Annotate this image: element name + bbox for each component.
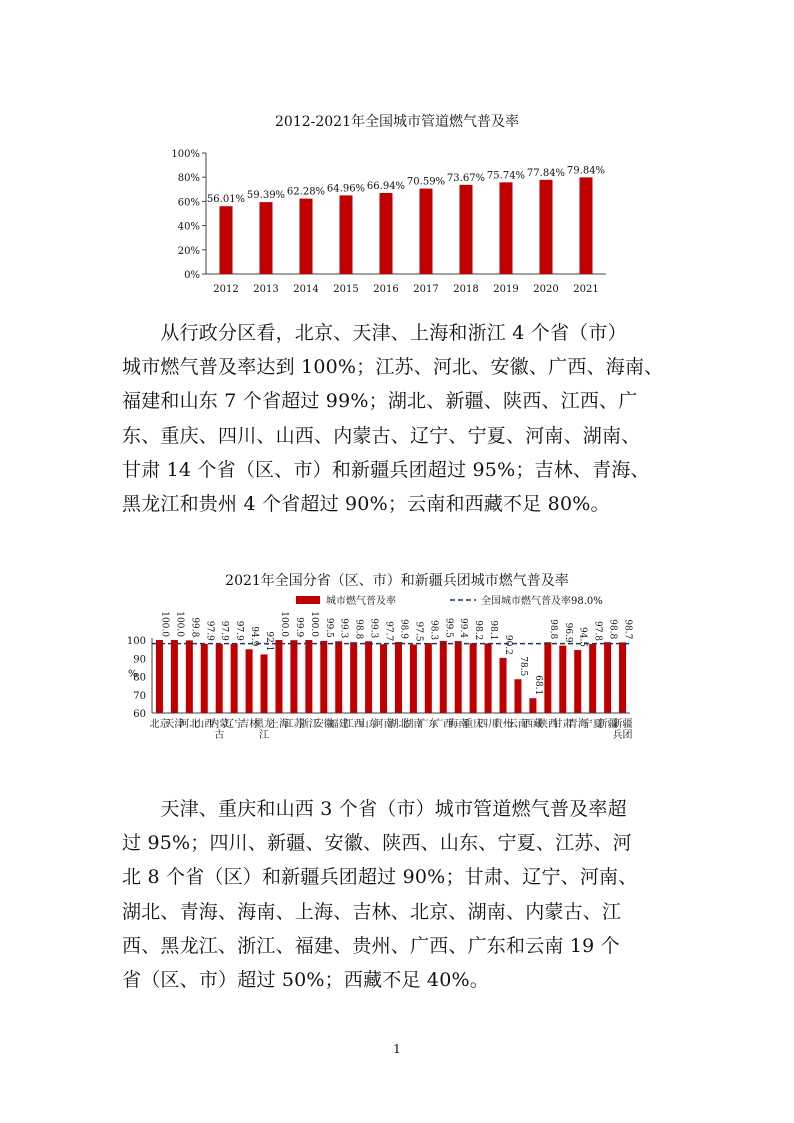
legend-line-label: 全国城市燃气普及率98.0% [481, 596, 603, 607]
data-label: 99.3 [368, 618, 379, 639]
x-tick-label: 江苏 [283, 719, 304, 730]
x-tick-label: 重庆 [463, 719, 484, 730]
paragraph-line: 黑龙江和贵州 4 个省超过 90%；云南和西藏不足 80%。 [122, 493, 610, 516]
paragraph-line: 湖北、青海、海南、上海、吉林、北京、湖南、内蒙古、江 [122, 900, 622, 923]
x-tick-label: 2020 [533, 284, 559, 295]
bar [425, 643, 432, 713]
data-label: 79.84% [566, 165, 606, 177]
data-label: 97.9 [204, 620, 215, 641]
x-tick-label: 青海 [567, 719, 588, 730]
data-label: 98.3 [428, 620, 439, 641]
paragraph-line: 西、黑龙江、浙江、福建、贵州、广西、广东和云南 19 个 [122, 934, 620, 957]
data-label: 56.01% [206, 194, 246, 206]
chart1-title: 2012-2021年全国城市管道燃气普及率 [275, 114, 519, 130]
bar [300, 199, 313, 274]
x-tick-label: 安徽 [313, 719, 334, 730]
paragraph-line: 甘肃 14 个省（区、市）和新疆兵团超过 95%；吉林、青海、 [122, 458, 650, 481]
bar [216, 644, 223, 713]
x-tick-label: 2016 [373, 284, 399, 295]
data-label: 98.2 [473, 620, 484, 641]
data-label: 97.7 [383, 621, 394, 642]
y-tick-label: 20% [177, 245, 200, 257]
x-tick-label: 河北 [179, 719, 200, 730]
paragraph-2 [122, 792, 682, 997]
y-tick-label: 60% [177, 197, 200, 209]
bar [186, 640, 193, 713]
data-label: 96.9 [562, 622, 573, 643]
chart2-province-gas-coverage [0, 590, 794, 750]
y-tick-label: 40% [177, 221, 200, 233]
bar [335, 641, 342, 713]
data-label: 98.7 [622, 619, 633, 640]
data-label: 98.8 [353, 619, 364, 640]
x-tick-label: 宁夏 [582, 719, 603, 730]
data-label: 97.5 [413, 621, 424, 642]
bar [350, 642, 357, 713]
data-label: 98.8 [547, 619, 558, 640]
bar [231, 644, 238, 713]
data-label: 78.5 [517, 656, 528, 677]
data-label: 73.67% [446, 172, 486, 184]
data-label: 100.0 [159, 611, 170, 637]
x-tick-label: 北京 [149, 719, 170, 730]
bar [470, 643, 477, 713]
bar [559, 646, 566, 713]
bar [544, 642, 551, 713]
data-label: 98.8 [607, 619, 618, 640]
data-label: 75.74% [486, 170, 526, 182]
x-tick-label: 甘肃 [552, 719, 573, 730]
data-label: 100.0 [174, 611, 185, 637]
data-label: 100.0 [278, 611, 289, 637]
bar [395, 642, 402, 713]
x-tick-label: 天津 [164, 719, 185, 730]
x-tick-label: 河南 [373, 719, 394, 730]
y-axis-label: % [128, 668, 138, 680]
bar [589, 644, 596, 713]
x-tick-label: 山西 [194, 719, 215, 730]
bar [460, 185, 473, 274]
x-tick-label: 山东 [358, 719, 379, 730]
bar [305, 640, 312, 713]
x-tick-label: 上海 [268, 719, 289, 730]
bar [500, 182, 513, 274]
x-tick-label: 2015 [333, 284, 359, 295]
x-tick-label: 江西 [343, 719, 364, 730]
x-tick-label: 广东 [418, 719, 439, 730]
data-label: 77.84% [526, 167, 566, 179]
page-number: 1 [393, 1042, 401, 1056]
bar [540, 180, 553, 274]
y-tick-label: 100% [171, 149, 200, 160]
legend-bar-swatch [296, 596, 320, 604]
x-tick-label: 2012 [213, 284, 239, 295]
paragraph-line: 从行政分区看，北京、天津、上海和浙江 4 个省（市） [122, 322, 627, 344]
x-tick-label: 2021 [573, 284, 599, 295]
data-label: 90.2 [503, 634, 514, 655]
data-label: 98.9 [398, 618, 409, 640]
y-tick-label: 90 [133, 654, 146, 666]
x-tick-label: 陕西 [537, 719, 558, 730]
x-tick-label: 2014 [293, 284, 319, 295]
x-tick-label: 新疆 [597, 719, 618, 730]
data-label: 59.39% [246, 190, 286, 202]
bar [604, 642, 611, 713]
data-label: 94.9 [249, 626, 260, 647]
paragraph-line: 北 8 个省（区）和新疆兵团超过 90%；甘肃、辽宁、河南、 [122, 866, 638, 889]
paragraph-line: 东、重庆、四川、山西、内蒙古、辽宁、宁夏、河南、湖南、 [122, 424, 641, 447]
x-tick-label: 2017 [413, 284, 439, 295]
bar [410, 645, 417, 713]
bar [246, 649, 253, 713]
chart1-national-gas-coverage [0, 140, 794, 305]
x-tick-label: 浙江 [298, 719, 319, 730]
x-tick-label: 四川 [478, 719, 499, 730]
x-tick-label: 广西 [433, 719, 454, 730]
data-label: 97.8 [592, 620, 603, 642]
legend-bar-label: 城市燃气普及率 [326, 596, 396, 607]
bar [201, 644, 208, 713]
data-label: 99.4 [458, 618, 469, 639]
x-tick-label: 吉林 [239, 719, 260, 730]
bar [220, 206, 233, 274]
bar [514, 679, 521, 713]
x-tick-label: 新疆兵团 [612, 719, 633, 741]
data-label: 100.0 [308, 611, 319, 637]
bar [365, 641, 372, 713]
paragraph-line: 天津、重庆和山西 3 个省（市）城市管道燃气普及率超 [122, 798, 627, 820]
bar [420, 189, 433, 274]
y-tick-label: 100 [126, 636, 146, 647]
bar [619, 642, 626, 713]
x-tick-label: 湖北 [388, 719, 409, 730]
bar [320, 641, 327, 713]
x-tick-label: 湖南 [403, 719, 424, 730]
data-label: 70.59% [406, 176, 446, 188]
chart2-title: 2021年全国分省（区、市）和新疆兵团城市燃气普及率 [225, 573, 569, 589]
bar [485, 643, 492, 713]
bar [529, 698, 536, 713]
data-label: 92.1 [264, 631, 275, 652]
data-label: 64.96% [326, 183, 366, 195]
x-tick-label: 2019 [493, 284, 519, 295]
bar [340, 195, 353, 274]
x-tick-label: 内蒙古 [209, 719, 230, 741]
x-tick-label: 贵州 [493, 719, 514, 730]
data-label: 99.8 [189, 617, 200, 638]
x-tick-label: 2013 [253, 284, 279, 295]
x-tick-label: 西藏 [522, 719, 543, 730]
x-tick-label: 福建 [328, 719, 349, 730]
bar [380, 193, 393, 274]
data-label: 62.28% [286, 186, 326, 198]
data-label: 98.1 [488, 620, 499, 641]
bar [500, 658, 507, 713]
bar [290, 640, 297, 713]
bar [574, 650, 581, 713]
data-label: 99.5 [323, 617, 334, 638]
bar [171, 640, 178, 713]
data-label: 66.94% [366, 181, 406, 193]
y-tick-label: 70 [133, 690, 146, 702]
data-label: 68.1 [532, 675, 543, 696]
data-label: 97.9 [234, 620, 245, 641]
paragraph-1 [122, 316, 682, 521]
data-label: 97.9 [219, 620, 230, 641]
x-tick-label: 海南 [448, 719, 469, 730]
bar [261, 654, 268, 713]
x-tick-label: 2018 [453, 284, 479, 295]
y-tick-label: 0% [184, 270, 200, 281]
bar [580, 177, 593, 274]
bar [156, 640, 163, 713]
y-tick-label: 60 [133, 709, 146, 720]
bar [440, 641, 447, 713]
paragraph-line: 城市燃气普及率达到 100%；江苏、河北、安徽、广西、海南、 [122, 356, 664, 379]
y-tick-label: 80 [133, 672, 146, 684]
y-tick-label: 80% [177, 173, 200, 185]
data-label: 99.5 [443, 617, 454, 638]
data-label: 99.3 [338, 618, 349, 639]
data-label: 99.9 [293, 617, 304, 638]
bar [275, 640, 282, 713]
x-tick-label: 黑龙江 [254, 719, 275, 741]
x-tick-label: 云南 [507, 719, 528, 730]
paragraph-line: 福建和山东 7 个省超过 99%；湖北、新疆、陕西、江西、广 [122, 390, 638, 413]
bar [260, 202, 273, 274]
data-label: 94.5 [577, 626, 588, 648]
paragraph-line: 过 95%；四川、新疆、安徽、陕西、山东、宁夏、江苏、河 [122, 832, 632, 855]
bar [455, 641, 462, 713]
bar [380, 644, 387, 713]
x-tick-label: 辽宁 [224, 719, 245, 730]
paragraph-line: 省（区、市）超过 50%；西藏不足 40%。 [122, 969, 489, 992]
